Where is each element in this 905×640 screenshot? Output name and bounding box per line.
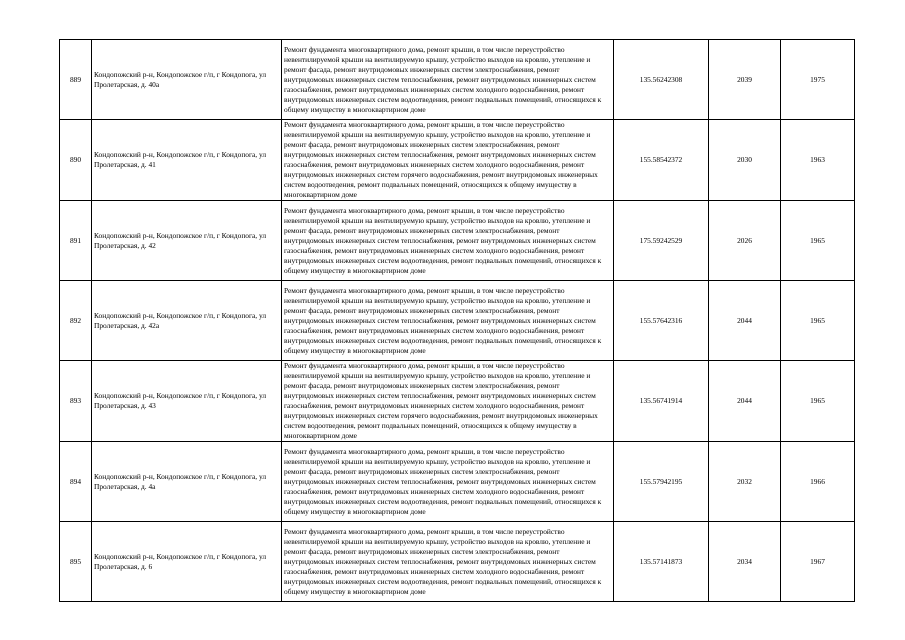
table-row <box>60 40 855 120</box>
area-value: 155.58542372 <box>614 120 709 201</box>
building-address: Кондопожский р-н, Кондопожское г/п, г Кондопога, ул Пролетарская, д. 41 <box>92 120 282 201</box>
building-address: Кондопожский р-н, Кондопожское г/п, г Кондопога, ул Пролетарская, д. 42 <box>92 201 282 281</box>
planned-year: 2044 <box>709 281 781 361</box>
building-address: Кондопожский р-н, Кондопожское г/п, г Кондопога, ул Пролетарская, д. 40а <box>92 40 282 120</box>
row-number: 891 <box>60 201 92 281</box>
area-value: 155.57642316 <box>614 281 709 361</box>
area-value: 175.59242529 <box>614 201 709 281</box>
planned-year: 2044 <box>709 361 781 442</box>
repair-works: Ремонт фундамента многоквартирного дома, ремонт крыши, в том числе переустройство невентилируемой крыши на вентилируемую крышу, устройство выходов на кровлю, утепление и ремонт фасада, ремонт внутридомовых инженерных систем электроснабжения, ремонт внутридомовых инженерных систем теплоснабжения, ремонт внутридомовых инженерных систем газоснабжения, ремонт внутридомовых инженерных систем холодного водоснабжения, ремонт внутридомовых инженерных систем горячего водоснабжения, ремонт внутридомовых инженерных систем водоотведения, ремонт подвальных помещений, относящихся к общему имуществу в многоквартирном доме <box>282 361 614 442</box>
repair-works: Ремонт фундамента многоквартирного дома, ремонт крыши, в том числе переустройство невентилируемой крыши на вентилируемую крышу, устройство выходов на кровлю, утепление и ремонт фасада, ремонт внутридомовых инженерных систем электроснабжения, ремонт внутридомовых инженерных систем теплоснабжения, ремонт внутридомовых инженерных систем газоснабжения, ремонт внутридомовых инженерных систем холодного водоснабжения, ремонт внутридомовых инженерных систем водоотведения, ремонт подвальных помещений, относящихся к общему имуществу в многоквартирном доме <box>282 522 614 602</box>
row-number: 893 <box>60 361 92 442</box>
construction-year: 1966 <box>781 442 855 522</box>
construction-year: 1975 <box>781 40 855 120</box>
row-number: 895 <box>60 522 92 602</box>
table-row <box>60 120 855 201</box>
repair-works: Ремонт фундамента многоквартирного дома, ремонт крыши, в том числе переустройство невентилируемой крыши на вентилируемую крышу, устройство выходов на кровлю, утепление и ремонт фасада, ремонт внутридомовых инженерных систем электроснабжения, ремонт внутридомовых инженерных систем теплоснабжения, ремонт внутридомовых инженерных систем газоснабжения, ремонт внутридомовых инженерных систем холодного водоснабжения, ремонт внутридомовых инженерных систем водоотведения, ремонт подвальных помещений, относящихся к общему имуществу в многоквартирном доме <box>282 281 614 361</box>
building-address: Кондопожский р-н, Кондопожское г/п, г Кондопога, ул Пролетарская, д. 4а <box>92 442 282 522</box>
planned-year: 2026 <box>709 201 781 281</box>
repair-works: Ремонт фундамента многоквартирного дома, ремонт крыши, в том числе переустройство невентилируемой крыши на вентилируемую крышу, устройство выходов на кровлю, утепление и ремонт фасада, ремонт внутридомовых инженерных систем электроснабжения, ремонт внутридомовых инженерных систем теплоснабжения, ремонт внутридомовых инженерных систем газоснабжения, ремонт внутридомовых инженерных систем холодного водоснабжения, ремонт внутридомовых инженерных систем водоотведения, ремонт подвальных помещений, относящихся к общему имуществу в многоквартирном доме <box>282 201 614 281</box>
repair-schedule-table <box>59 39 855 602</box>
repair-works: Ремонт фундамента многоквартирного дома, ремонт крыши, в том числе переустройство невентилируемой крыши на вентилируемую крышу, устройство выходов на кровлю, утепление и ремонт фасада, ремонт внутридомовых инженерных систем электроснабжения, ремонт внутридомовых инженерных систем теплоснабжения, ремонт внутридомовых инженерных систем газоснабжения, ремонт внутридомовых инженерных систем холодного водоснабжения, ремонт внутридомовых инженерных систем водоотведения, ремонт подвальных помещений, относящихся к общему имуществу в многоквартирном доме <box>282 442 614 522</box>
table-row <box>60 442 855 522</box>
table-row <box>60 361 855 442</box>
construction-year: 1963 <box>781 120 855 201</box>
row-number: 892 <box>60 281 92 361</box>
row-number: 889 <box>60 40 92 120</box>
table-row <box>60 201 855 281</box>
repair-works: Ремонт фундамента многоквартирного дома, ремонт крыши, в том числе переустройство невентилируемой крыши на вентилируемую крышу, устройство выходов на кровлю, утепление и ремонт фасада, ремонт внутридомовых инженерных систем электроснабжения, ремонт внутридомовых инженерных систем теплоснабжения, ремонт внутридомовых инженерных систем газоснабжения, ремонт внутридомовых инженерных систем холодного водоснабжения, ремонт внутридомовых инженерных систем горячего водоснабжения, ремонт внутридомовых инженерных систем водоотведения, ремонт подвальных помещений, относящихся к общему имуществу в многоквартирном доме <box>282 120 614 201</box>
table-row <box>60 522 855 602</box>
construction-year: 1967 <box>781 522 855 602</box>
building-address: Кондопожский р-н, Кондопожское г/п, г Кондопога, ул Пролетарская, д. 42а <box>92 281 282 361</box>
planned-year: 2032 <box>709 442 781 522</box>
row-number: 894 <box>60 442 92 522</box>
planned-year: 2030 <box>709 120 781 201</box>
area-value: 135.56242308 <box>614 40 709 120</box>
construction-year: 1965 <box>781 201 855 281</box>
construction-year: 1965 <box>781 361 855 442</box>
building-address: Кондопожский р-н, Кондопожское г/п, г Кондопога, ул Пролетарская, д. 6 <box>92 522 282 602</box>
row-number: 890 <box>60 120 92 201</box>
construction-year: 1965 <box>781 281 855 361</box>
area-value: 135.57141873 <box>614 522 709 602</box>
area-value: 135.56741914 <box>614 361 709 442</box>
table-row <box>60 281 855 361</box>
repair-works: Ремонт фундамента многоквартирного дома, ремонт крыши, в том числе переустройство невентилируемой крыши на вентилируемую крышу, устройство выходов на кровлю, утепление и ремонт фасада, ремонт внутридомовых инженерных систем электроснабжения, ремонт внутридомовых инженерных систем теплоснабжения, ремонт внутридомовых инженерных систем газоснабжения, ремонт внутридомовых инженерных систем холодного водоснабжения, ремонт внутридомовых инженерных систем водоотведения, ремонт подвальных помещений, относящихся к общему имуществу в многоквартирном доме <box>282 40 614 120</box>
table-body <box>60 40 855 602</box>
building-address: Кондопожский р-н, Кондопожское г/п, г Кондопога, ул Пролетарская, д. 43 <box>92 361 282 442</box>
planned-year: 2034 <box>709 522 781 602</box>
area-value: 155.57942195 <box>614 442 709 522</box>
planned-year: 2039 <box>709 40 781 120</box>
